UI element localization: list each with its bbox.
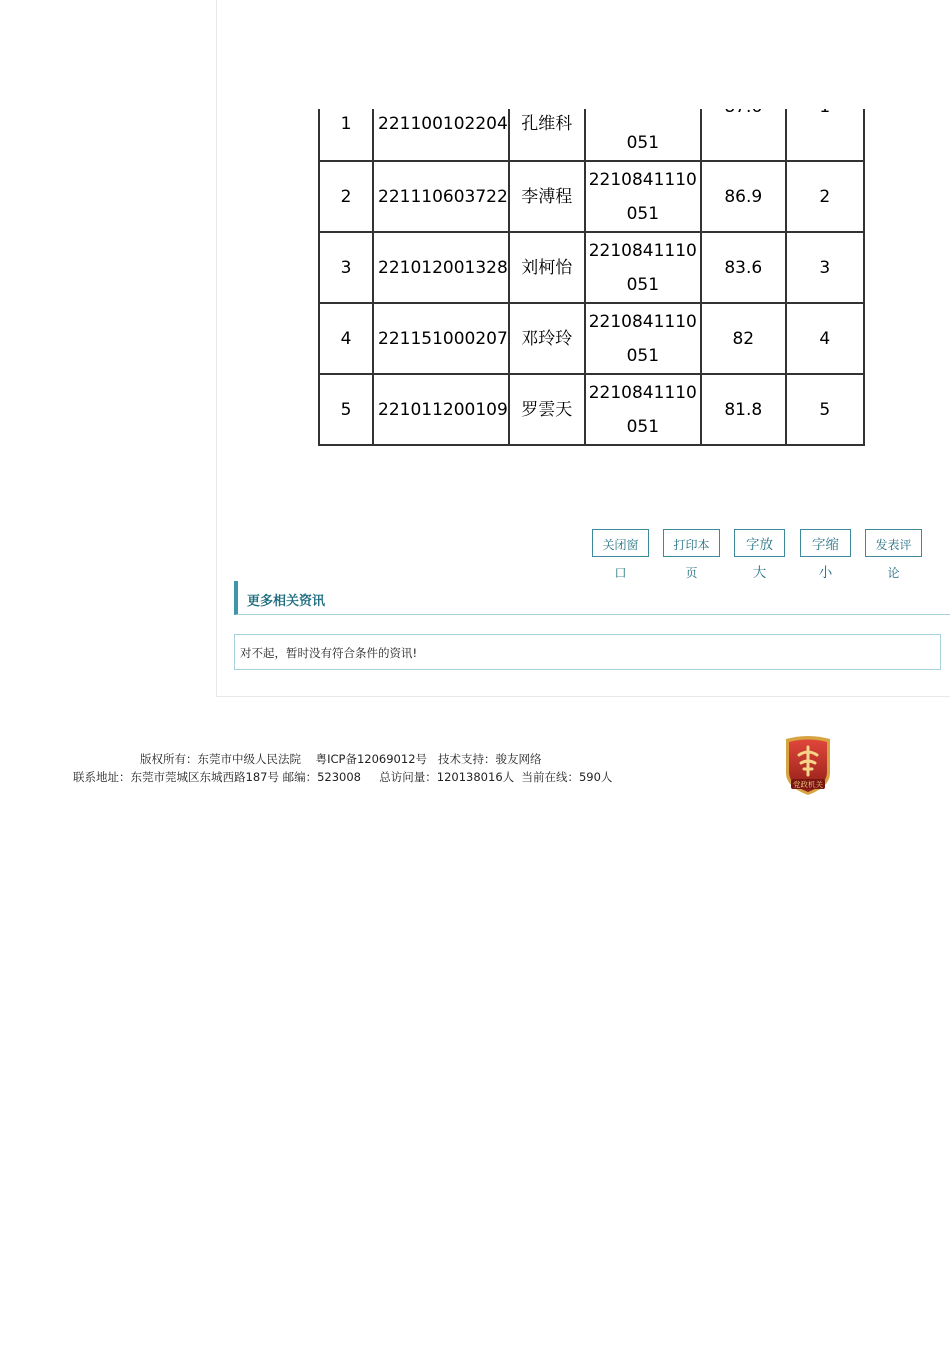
order-cell: 3 xyxy=(786,232,864,303)
ticket-number-cell: 221110603722 xyxy=(373,161,509,232)
post-code-cell: 2210841110051 xyxy=(585,161,701,232)
ticket-number-cell: 221151000207 xyxy=(373,303,509,374)
rank-cell: 4 xyxy=(319,303,373,374)
footer-copyright: 版权所有：东莞市中级人民法院 粤ICP备12069012号 技术支持：骏友网络 xyxy=(140,752,542,766)
order-cell: 4 xyxy=(786,303,864,374)
table-row xyxy=(319,161,864,232)
candidate-name-cell: 邓玲玲 xyxy=(509,303,585,374)
related-news-header xyxy=(234,581,950,615)
print-page-button[interactable]: 打印本页 xyxy=(663,529,720,557)
font-shrink-button[interactable]: 字缩小 xyxy=(800,529,851,557)
footer-address: 联系地址：东莞市莞城区东城西路187号 邮编：523008 总访问量：120138016人 当前在线：590人 xyxy=(73,770,613,784)
post-code-cell: 2210841110051 xyxy=(585,232,701,303)
table-row xyxy=(319,232,864,303)
score-cell: 81.8 xyxy=(701,374,786,445)
related-news-title: 更多相关资讯 xyxy=(247,594,326,609)
table-row xyxy=(319,303,864,374)
post-code-cell: 2210841110051 xyxy=(585,374,701,445)
related-news-empty: 对不起，暂时没有符合条件的资讯! xyxy=(234,634,941,670)
badge-label: 党政机关 xyxy=(793,780,823,789)
font-enlarge-button[interactable]: 字放大 xyxy=(734,529,785,557)
score-cell: 82 xyxy=(701,303,786,374)
candidate-name-cell: 刘柯怡 xyxy=(509,232,585,303)
rank-cell: 2 xyxy=(319,161,373,232)
score-cell: 83.6 xyxy=(701,232,786,303)
order-cell: 2 xyxy=(786,161,864,232)
order-cell: 5 xyxy=(786,374,864,445)
candidate-name-cell: 孔维科 xyxy=(509,87,585,161)
candidate-name-cell: 李溥程 xyxy=(509,161,585,232)
score-cell: 86.9 xyxy=(701,161,786,232)
post-comment-button[interactable]: 发表评论 xyxy=(865,529,922,557)
scroll-crop xyxy=(300,0,880,109)
ticket-number-cell: 221012001328 xyxy=(373,232,509,303)
close-window-button[interactable]: 关闭窗口 xyxy=(592,529,649,557)
ticket-number-cell: 221100102204 xyxy=(373,87,509,161)
party-government-badge-icon[interactable] xyxy=(782,735,834,797)
post-code-cell: 2210841110051 xyxy=(585,303,701,374)
table-row xyxy=(319,374,864,445)
ticket-number-cell: 221011200109 xyxy=(373,374,509,445)
post-code-text: 051 xyxy=(626,133,660,153)
rank-cell: 5 xyxy=(319,374,373,445)
rank-cell: 3 xyxy=(319,232,373,303)
score-table xyxy=(318,86,865,446)
rank-cell: 1 xyxy=(319,87,373,161)
candidate-name-cell: 罗雲天 xyxy=(509,374,585,445)
